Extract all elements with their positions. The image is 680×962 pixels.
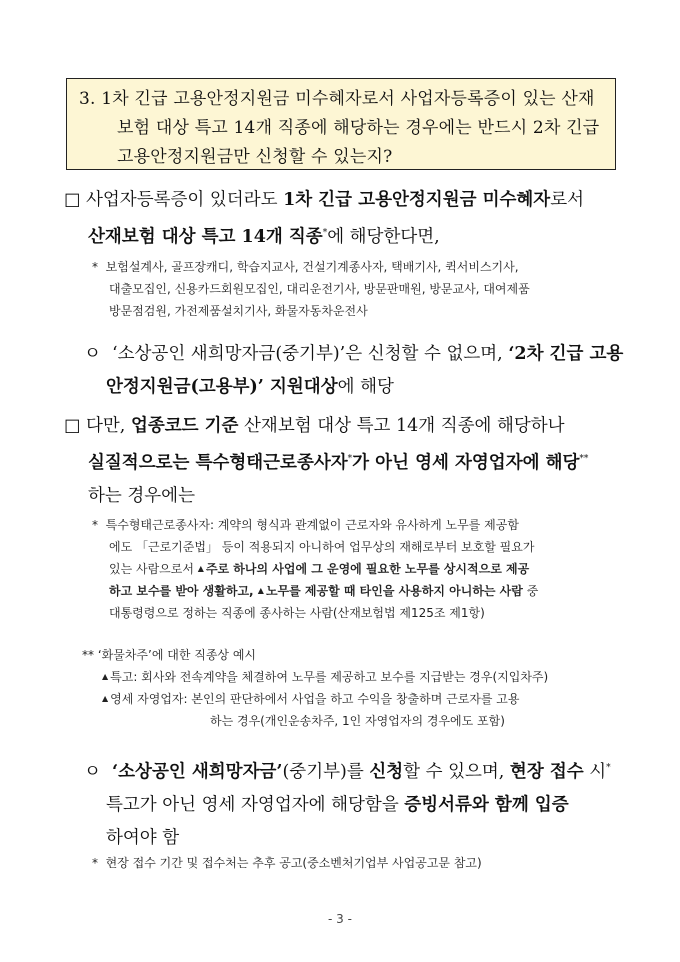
section2-paragraph: □ 다만, 업종코드 기준 산재보험 대상 특고 14개 직종에 해당하나 실질적으로는 특수형태근로종사자*가 아닌 영세 자영업자에 해당** 하는 경우에는	[64, 410, 624, 513]
page-number: - 3 -	[328, 912, 352, 926]
section1-footnote: * 보험설계사, 골프장캐디, 학습지교사, 건설기계종사자, 택배기사, 퀵서비스기사, 대출모집인, 신용카드회원모집인, 대리운전기사, 방문판매원, 방문교사, 대여제품 방문점검원, 가전제품설치기사, 화물자동차운전사	[92, 260, 530, 318]
triangle-icon: ▲	[257, 586, 264, 595]
circle-bullet-icon: ㅇ	[84, 761, 101, 782]
section2-footnote-1: * 특수형태근로종사자: 계약의 형식과 관계없이 근로자와 유사하게 노무를 제공함 에도 「근로기준법」 등이 적용되지 아니하여 업무상의 재해로부터 보호할 필요가 있는 사람으로서 ▲ 주로 하나의 사업에 그 운영에 필요한 노무를 상시적으로 제공 하고 보수를 받아 생활하고, ▲ 노무를 제공할 때 타인을 사용하지 아니하는 사람 중 대통령령으로 정하는 직종에 종사하는 사람(산재보험법 제125조 제1항)	[92, 518, 539, 620]
section1-paragraph: □ 사업자등록증이 있더라도 1차 긴급 고용안정지원금 미수혜자로서 산재보험 대상 특고 14개 직종*에 해당한다면,	[64, 184, 624, 254]
square-bullet-icon: □	[64, 416, 81, 436]
section2-footnote-2: ** ‘화물차주’에 대한 직종상 예시 ▲ 특고: 회사와 전속계약을 체결하여 노무를 제공하고 보수를 지급받는 경우(지입차주) ▲ 영세 자영업자: 본인의 판단하에서 사업을 하고 수익을 창출하며 근로자를 고용 하는 경우(개인운송차주, 1인 자영업자의 경우에도 포함)	[82, 648, 549, 728]
triangle-icon: ▲	[197, 564, 204, 573]
triangle-icon: ▲	[102, 694, 109, 703]
circle-bullet-icon: ㅇ	[84, 344, 101, 364]
section2-circle-item: ㅇ ‘소상공인 새희망자금’(중기부)를 신청할 수 있으며, 현장 접수 시* 특고가 아닌 영세 자영업자에 해당함을 증빙서류와 함께 입증 하여야 함	[84, 761, 611, 848]
triangle-icon: ▲	[102, 672, 109, 681]
section2-footnote-3: * 현장 접수 기간 및 접수처는 추후 공고(중소벤처기업부 사업공고문 참고)	[92, 856, 482, 870]
question-line-2: 보험 대상 특고 14개 직종에 해당하는 경우에는 반드시 2차 긴급	[117, 118, 600, 138]
question-line-1: 3. 1차 긴급 고용안정지원금 미수혜자로서 사업자등록증이 있는 산재	[79, 89, 595, 109]
question-box	[66, 78, 616, 170]
square-bullet-icon: □	[64, 190, 81, 210]
section1-circle-item: ㅇ ‘소상공인 새희망자금(중기부)’은 신청할 수 없으며, ‘2차 긴급 고용 안정지원금(고용부)’ 지원대상에 해당	[84, 344, 624, 397]
question-line-3: 고용안정지원금만 신청할 수 있는지?	[117, 147, 393, 167]
